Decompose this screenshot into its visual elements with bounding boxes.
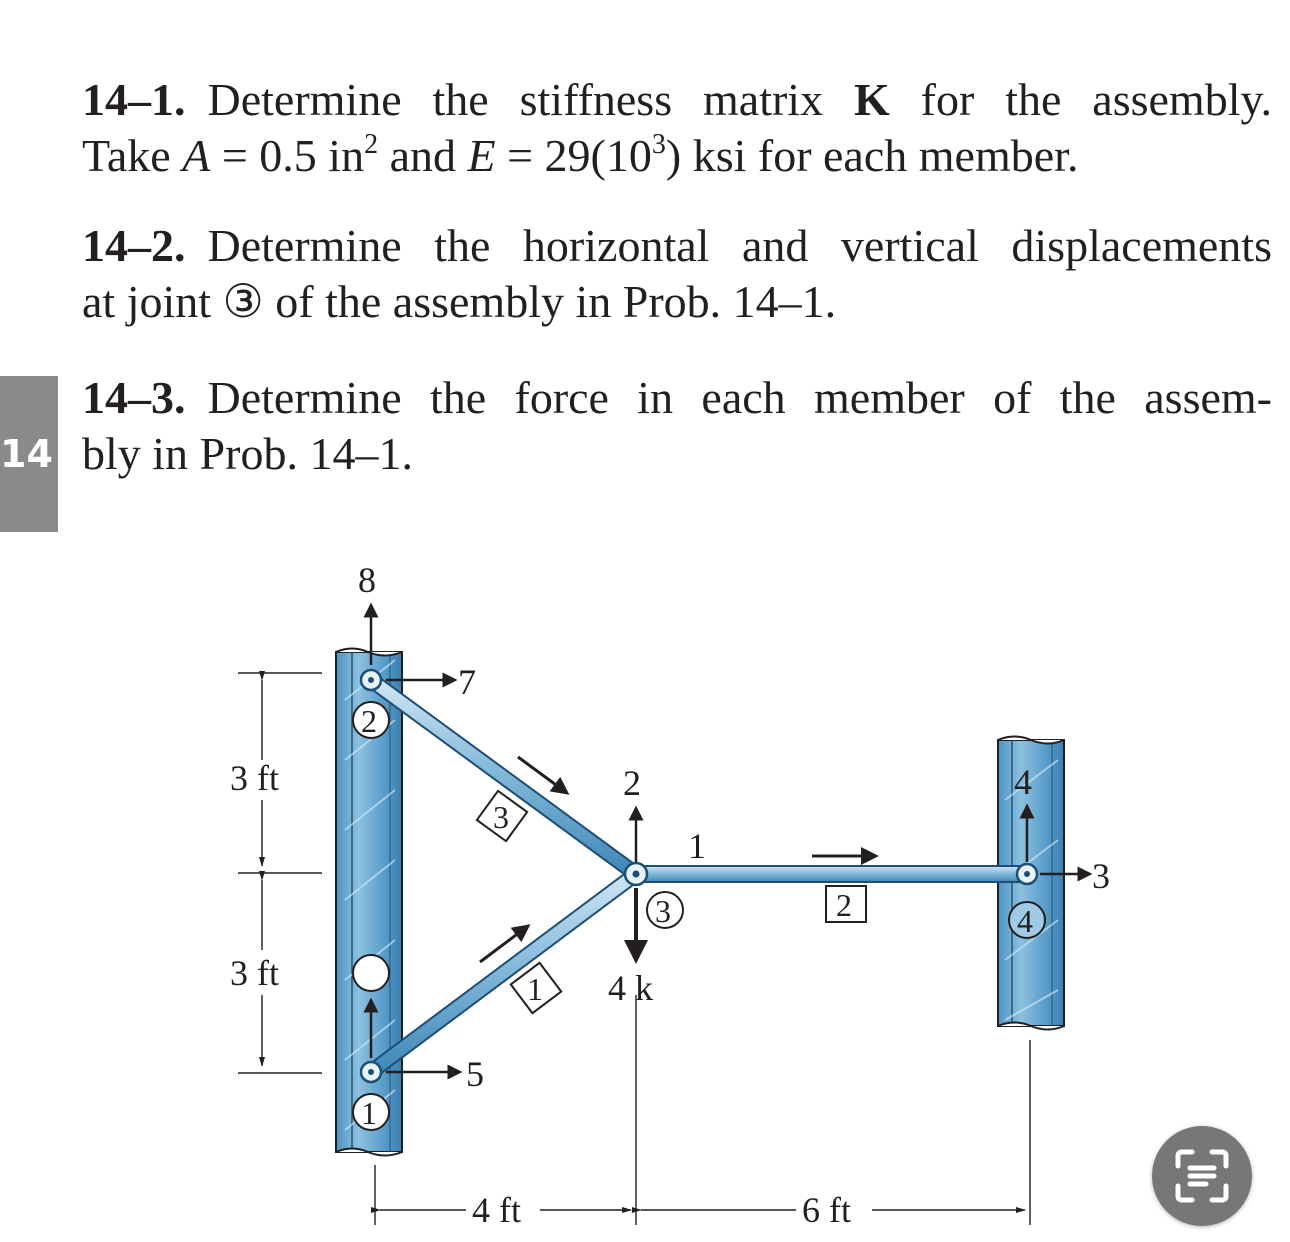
chapter-tab-label: 14 [0,432,53,476]
code-number-4: 4 [1014,762,1032,802]
problem-14-2-line-1: 14–2. Determine the horizontal and vertical displacements [82,220,1272,271]
joint-label-1: 1 [361,1095,377,1131]
dof-arrows [371,605,1090,1072]
problem-14-1-line-1: 14–1. Determine the stiffness matrix K for the assembly. [82,74,1273,125]
code-number-7: 7 [458,662,476,702]
dim-width-left: 4 ft [472,1190,521,1230]
dim-width-right: 6 ft [802,1190,851,1230]
load-label: 4 k [608,968,653,1008]
member-direction-arrows [480,757,876,962]
text-scan-icon [1152,1126,1252,1226]
truss-members [371,680,1030,1072]
dim-height-bottom: 3 ft [230,953,279,993]
problem-number: 14–1. [82,74,186,125]
problem-14-3-line-1: 14–3. Determine the force in each member of the assem- [82,372,1272,423]
joint-label-4: 4 [1017,903,1033,939]
problem-14-2-line-2: at joint ③ of the assembly in Prob. 14–1. [82,276,837,327]
member-2 [636,866,1030,882]
code-number-5: 5 [466,1054,484,1094]
code-number-3: 3 [1092,856,1110,896]
text-scan-button[interactable] [1152,1126,1252,1226]
member-label-2: 2 [836,887,852,923]
dim-height-top: 3 ft [230,758,279,798]
problem-14-1-line-2: Take A = 0.5 $in^2$ and $E = 29(10^3)$ ksi for each member. [82,129,1079,181]
joint-number-circles [353,702,1045,1130]
code-number-8: 8 [358,560,376,600]
joint-label-3: 3 [655,893,671,929]
code-number-1: 1 [688,826,706,866]
problem-number: 14–3. [82,372,186,423]
joint-label-2: 2 [361,703,377,739]
member-1-fill [371,874,636,1072]
code-number-2: 2 [623,763,641,803]
member-3-fill [371,680,636,874]
member-label-3: 3 [493,799,509,835]
problem-14-3-line-2: bly in Prob. 14–1. [82,428,413,479]
member-label-1: 1 [527,971,543,1007]
problem-number: 14–2. [82,220,186,271]
